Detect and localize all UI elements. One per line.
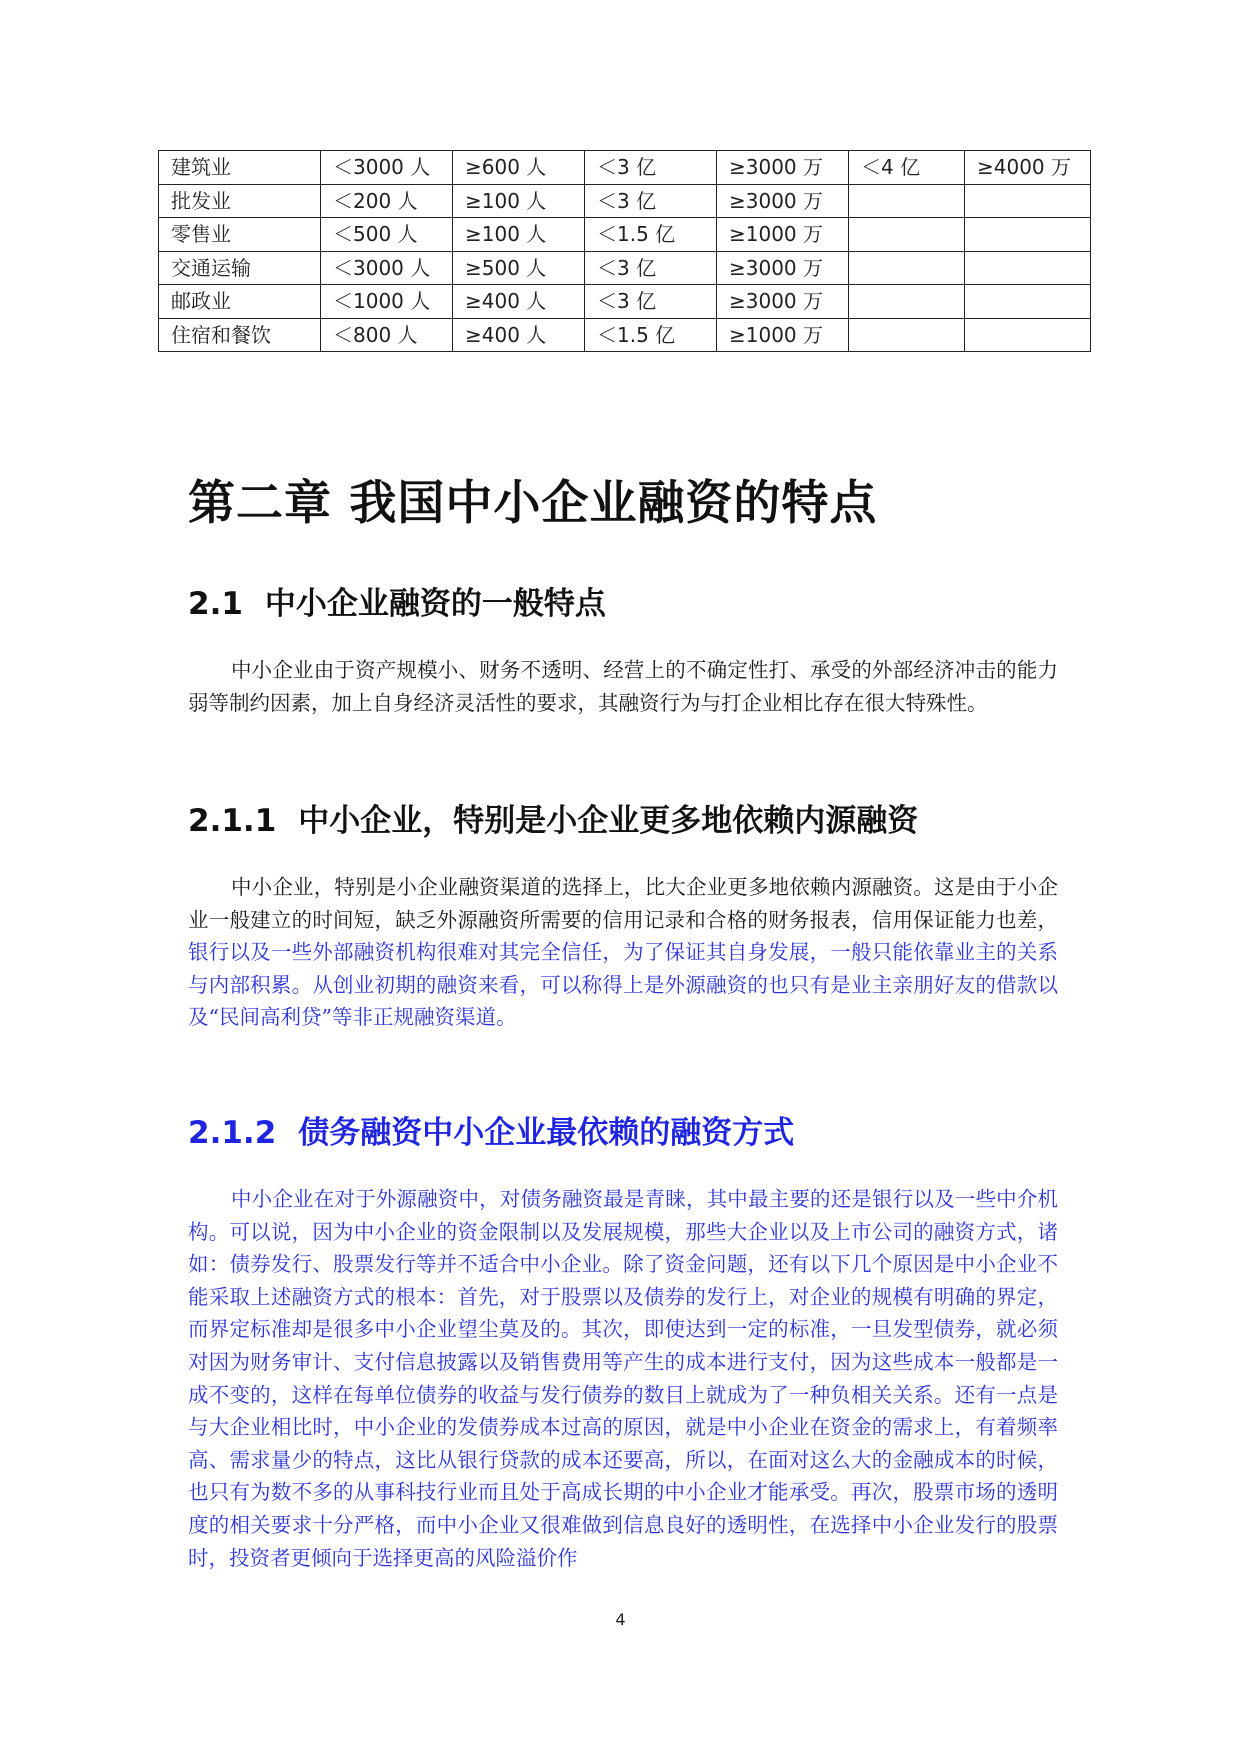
criteria-cell: ＜3000 人 [321,151,453,185]
table-row [159,318,1091,352]
table-row [159,285,1091,319]
criteria-cell: ≥3000 万 [717,184,849,218]
section-number: 2.1.1 [188,803,277,839]
criteria-cell [849,251,965,285]
paragraph-2-1: 中小企业由于资产规模小、财务不透明、经营上的不确定性打、承受的外部经济冲击的能力弱等制约因素，加上自身经济灵活性的要求，其融资行为与打企业相比存在很大特殊性。 [188,658,1058,715]
criteria-cell: ≥100 人 [453,218,585,252]
paragraph-text-blue: 银行以及一些外部融资机构很难对其完全信任，为了保证其自身发展，一般只能依靠业主的关系与内部积累。从创业初期的融资来看，可以称得上是外源融资的也只有是业主亲朋好友的借款以及“民间高利贷”等非正规融资渠道。 [188,940,1058,1030]
criteria-cell: ≥1000 万 [717,318,849,352]
criteria-cell [965,218,1091,252]
criteria-cell: ≥3000 万 [717,151,849,185]
table-row [159,151,1091,185]
section-heading-2-1-2 [188,1107,794,1152]
criteria-cell [965,318,1091,352]
criteria-cell: ＜1000 人 [321,285,453,319]
section-heading-2-1 [188,578,606,623]
criteria-cell: ＜3 亿 [585,151,717,185]
paragraph-2-1-1 [188,871,1058,1034]
criteria-cell: ≥3000 万 [717,285,849,319]
enterprise-size-table [158,150,1091,352]
criteria-cell [965,184,1091,218]
criteria-cell [965,251,1091,285]
criteria-cell: ≥3000 万 [717,251,849,285]
industry-cell: 建筑业 [159,151,321,185]
table-body [159,151,1091,352]
criteria-cell: ≥500 人 [453,251,585,285]
industry-cell: 零售业 [159,218,321,252]
criteria-cell: ＜200 人 [321,184,453,218]
industry-cell: 批发业 [159,184,321,218]
chapter-title: 第二章 我国中小企业融资的特点 [188,476,878,531]
criteria-cell [849,285,965,319]
section-number: 2.1 [188,586,243,622]
section-title: 债务融资中小企业最依赖的融资方式 [298,1115,795,1151]
criteria-cell: ≥400 人 [453,318,585,352]
section-title: 中小企业，特别是小企业更多地依赖内源融资 [298,803,919,839]
criteria-cell [849,184,965,218]
criteria-cell: ≥4000 万 [965,151,1091,185]
criteria-cell [849,318,965,352]
section-number: 2.1.2 [188,1115,277,1151]
paragraph-2-1-2: 中小企业在对于外源融资中，对债务融资最是青睐，其中最主要的还是银行以及一些中介机构。可以说，因为中小企业的资金限制以及发展规模，那些大企业以及上市公司的融资方式，诸如：债券发行、股票发行等并不适合中小企业。除了资金问题，还有以下几个原因是中小企业不能采取上述融资方式的根本：首先，对于股票以及债券的发行上，对企业的规模有明确的界定，而界定标准却是很多中小企业望尘莫及的。其次，即使达到一定的标准，一旦发型债券，就必须对因为财务审计、支付信息披露以及销售费用等产生的成本进行支付，因为这些成本一般都是一成不变的，这样在每单位债券的收益与发行债券的数目上就成为了一种负相关关系。还有一点是与大企业相比时，中小企业的发债券成本过高的原因，就是中小企业在资金的需求上，有着频率高、需求量少的特点，这比从银行贷款的成本还要高，所以，在面对这么大的金融成本的时候，也只有为数不多的从事科技行业而且处于高成长期的中小企业才能承受。再次，股票市场的透明度的相关要求十分严格，而中小企业又很难做到信息良好的透明性，在选择中小企业发行的股票时，投资者更倾向于选择更高的风险溢价作 [188,1187,1058,1570]
table-row [159,218,1091,252]
section-heading-2-1-1 [188,795,918,840]
criteria-cell: ＜1.5 亿 [585,218,717,252]
criteria-cell: ＜4 亿 [849,151,965,185]
industry-cell: 住宿和餐饮 [159,318,321,352]
criteria-cell: ≥100 人 [453,184,585,218]
criteria-cell: ＜3000 人 [321,251,453,285]
page-number: 4 [615,1610,626,1629]
criteria-cell: ＜800 人 [321,318,453,352]
criteria-cell: ＜3 亿 [585,184,717,218]
section-title: 中小企业融资的一般特点 [264,586,606,622]
criteria-cell [965,285,1091,319]
paragraph-text-black: 中小企业，特别是小企业融资渠道的选择上，比大企业更多地依赖内源融资。这是由于小企业一般建立的时间短，缺乏外源融资所需要的信用记录和合格的财务报表，信用保证能力也差， [188,875,1058,932]
criteria-cell: ≥1000 万 [717,218,849,252]
criteria-cell: ＜500 人 [321,218,453,252]
criteria-cell [849,218,965,252]
industry-cell: 邮政业 [159,285,321,319]
criteria-cell: ＜1.5 亿 [585,318,717,352]
criteria-cell: ＜3 亿 [585,251,717,285]
table-row [159,184,1091,218]
criteria-cell: ≥600 人 [453,151,585,185]
criteria-cell: ＜3 亿 [585,285,717,319]
criteria-cell: ≥400 人 [453,285,585,319]
table-row [159,251,1091,285]
industry-cell: 交通运输 [159,251,321,285]
